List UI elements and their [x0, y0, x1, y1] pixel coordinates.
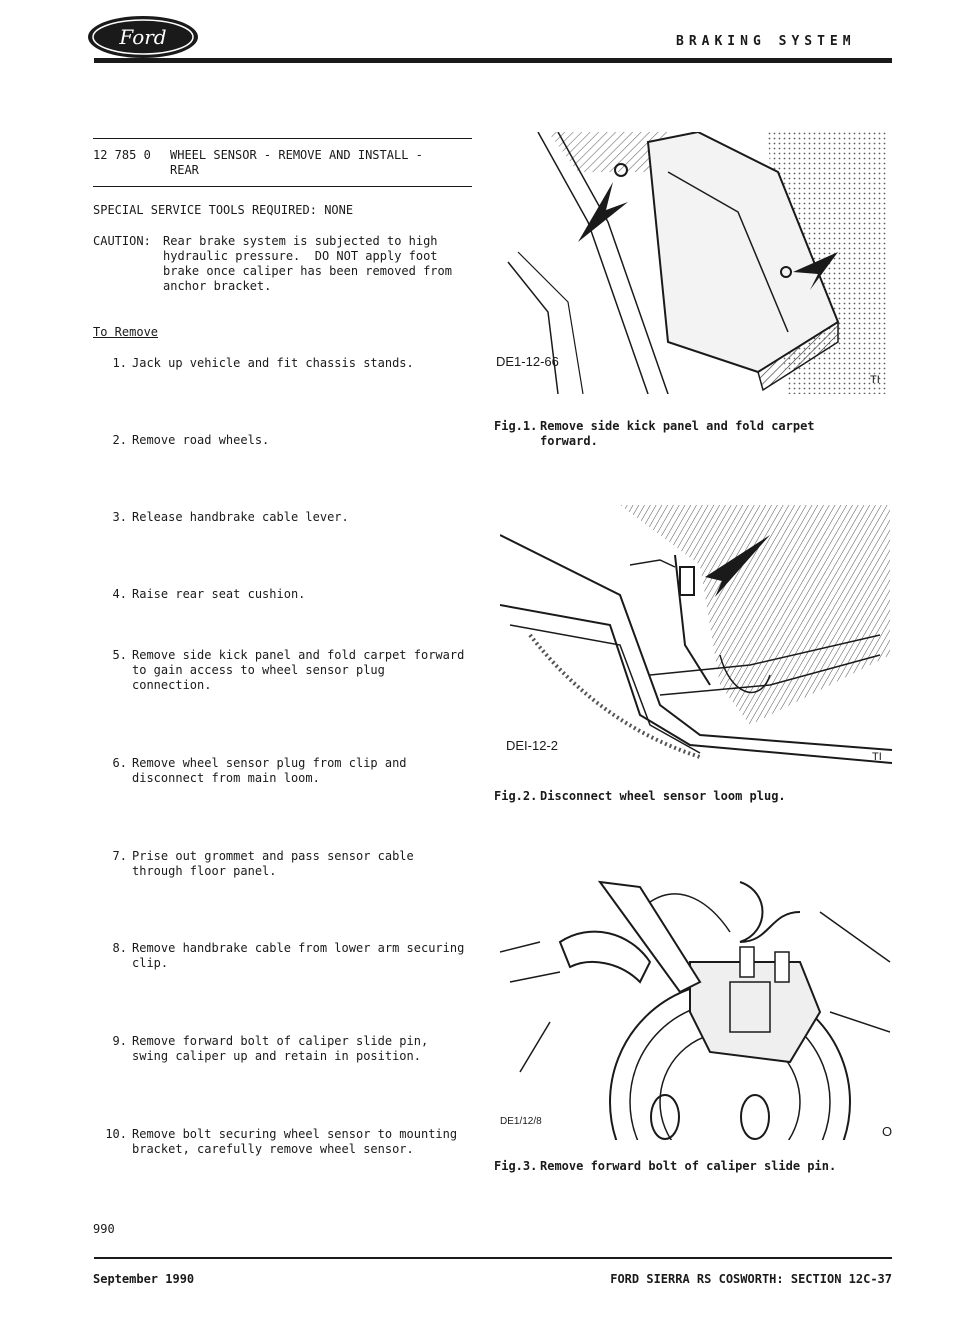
- figure-1-label: Fig.1.: [494, 419, 538, 433]
- section-title: BRAKING SYSTEM: [676, 34, 856, 49]
- step-text: Remove wheel sensor plug from clip and: [132, 756, 407, 770]
- figure-3-id: DE1/12/8: [500, 1116, 542, 1127]
- step-text: Raise rear seat cushion.: [132, 587, 306, 601]
- ford-logo-text: Ford: [119, 25, 167, 49]
- figure-3-caption: [494, 1159, 874, 1174]
- step-text: connection.: [132, 678, 212, 692]
- step-text: Remove side kick panel and fold carpet forward: [132, 648, 465, 662]
- step-number: 2.: [112, 433, 127, 447]
- step-text: clip.: [132, 956, 169, 970]
- caption-text: forward.: [540, 434, 598, 448]
- figure-2-id: DEI-12-2: [506, 738, 559, 753]
- page-number: 990: [93, 1222, 115, 1236]
- step-item: [100, 1034, 490, 1064]
- step-number: 6.: [112, 756, 127, 770]
- figure-2-caption: [494, 789, 874, 804]
- title-rule-top: [93, 138, 472, 139]
- step-item: [100, 648, 490, 693]
- footer-manual-ref: FORD SIERRA RS COSWORTH: SECTION 12C-37: [610, 1272, 892, 1286]
- step-number: 4.: [112, 587, 127, 601]
- caption-text: Remove side kick panel and fold carpet: [540, 419, 815, 433]
- special-tools: SPECIAL SERVICE TOOLS REQUIRED: NONE: [93, 203, 354, 217]
- title-rule-bottom: [93, 186, 472, 187]
- figure-1-caption: [494, 419, 874, 449]
- step-text: Release handbrake cable lever.: [132, 510, 349, 524]
- footer-rule: [94, 1257, 892, 1259]
- step-number: 10.: [105, 1127, 127, 1141]
- figure-1-corner-mark: TI: [870, 374, 880, 386]
- step-text: swing caliper up and retain in position.: [132, 1049, 421, 1063]
- step-item: [100, 510, 490, 525]
- caption-text: Remove forward bolt of caliper slide pin.: [540, 1159, 837, 1173]
- step-number: 3.: [112, 510, 127, 524]
- step-item: [100, 1127, 490, 1157]
- subheading-to-remove: To Remove: [93, 325, 159, 339]
- step-item: [100, 941, 490, 971]
- step-text: Remove bolt securing wheel sensor to mounting: [132, 1127, 458, 1141]
- step-number: 9.: [112, 1034, 127, 1048]
- step-item: [100, 433, 490, 448]
- procedure-title-line2: REAR: [170, 163, 199, 177]
- step-item: [100, 356, 490, 371]
- figure-1-illustration: [488, 132, 888, 394]
- step-text: through floor panel.: [132, 864, 277, 878]
- figure-2-label: Fig.2.: [494, 789, 538, 803]
- header-rule: [94, 58, 892, 63]
- procedure-code: 12 785 0: [93, 148, 151, 162]
- caution-label: CAUTION:: [93, 234, 151, 248]
- figure-2-corner-mark: TI: [872, 751, 882, 763]
- step-number: 5.: [112, 648, 127, 662]
- step-text: Jack up vehicle and fit chassis stands.: [132, 356, 414, 370]
- step-text: Remove handbrake cable from lower arm securing: [132, 941, 465, 955]
- step-text: bracket, carefully remove wheel sensor.: [132, 1142, 414, 1156]
- figure-2-illustration: [500, 505, 892, 767]
- footer-date: September 1990: [93, 1272, 195, 1286]
- figure-3-corner-mark: O: [882, 1124, 893, 1139]
- step-item: [100, 756, 490, 786]
- caution-line: anchor bracket.: [163, 279, 272, 293]
- step-number: 7.: [112, 849, 127, 863]
- procedure-title-line1: WHEEL SENSOR - REMOVE AND INSTALL -: [170, 148, 423, 162]
- step-number: 8.: [112, 941, 127, 955]
- caption-text: Disconnect wheel sensor loom plug.: [540, 789, 786, 803]
- ford-logo: [86, 14, 200, 60]
- step-text: Prise out grommet and pass sensor cable: [132, 849, 414, 863]
- step-text: Remove forward bolt of caliper slide pin,: [132, 1034, 429, 1048]
- step-text: disconnect from main loom.: [132, 771, 320, 785]
- step-item: [100, 849, 490, 879]
- figure-3-illustration: [500, 872, 892, 1140]
- caution-line: Rear brake system is subjected to high: [163, 234, 438, 248]
- figure-3-label: Fig.3.: [494, 1159, 538, 1173]
- step-item: [100, 587, 490, 602]
- figure-1-id: DE1-12-66: [496, 354, 559, 369]
- caution-line: hydraulic pressure. DO NOT apply foot: [163, 249, 438, 263]
- step-number: 1.: [112, 356, 127, 370]
- step-text: to gain access to wheel sensor plug: [132, 663, 385, 677]
- caution-line: brake once caliper has been removed from: [163, 264, 452, 278]
- step-text: Remove road wheels.: [132, 433, 270, 447]
